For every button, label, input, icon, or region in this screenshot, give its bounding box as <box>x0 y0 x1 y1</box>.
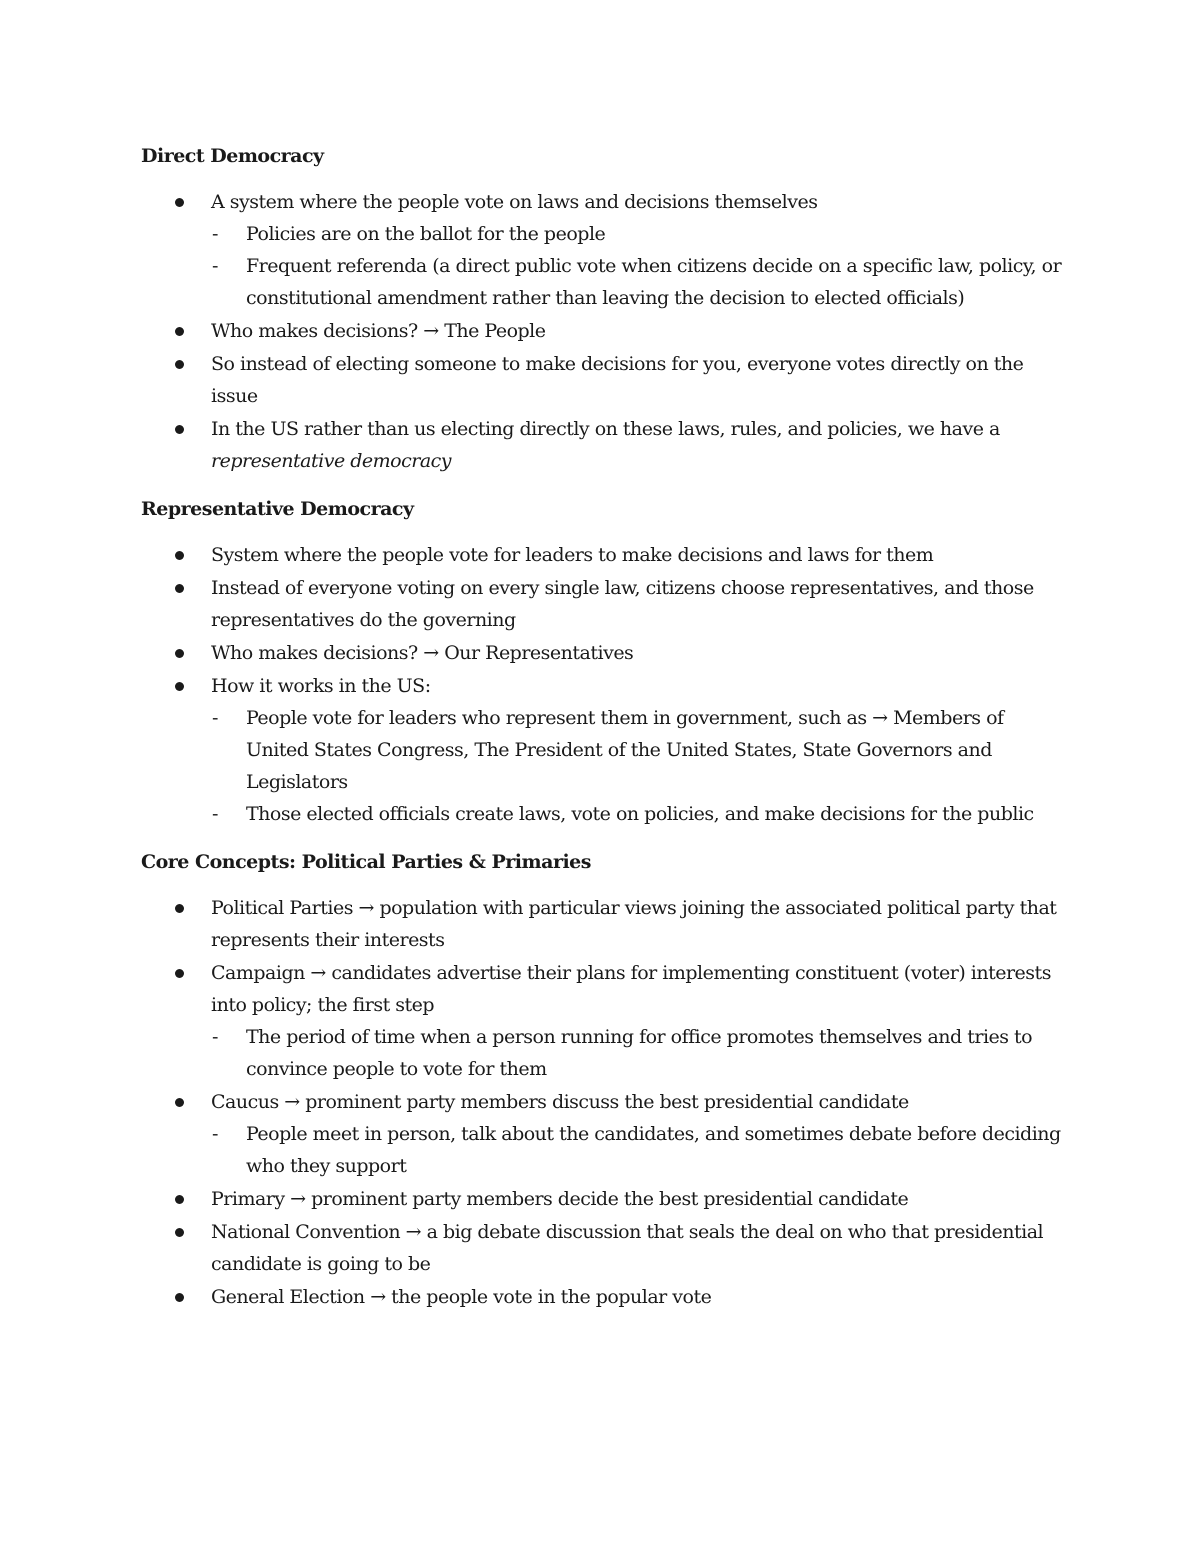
dash-icon: - <box>212 223 218 245</box>
list-item <box>141 892 1071 956</box>
bullet-icon <box>175 969 184 978</box>
list-item-text: Primary → prominent party members decide the best presidential candidate <box>211 1188 909 1210</box>
bullet-icon <box>175 1195 184 1204</box>
bullet-icon <box>175 649 184 658</box>
dash-icon: - <box>212 255 218 277</box>
section-core-concepts <box>141 846 1071 1313</box>
section-heading: Core Concepts: Political Parties & Primaries <box>141 851 591 873</box>
section-direct-democracy <box>141 140 1071 477</box>
section-representative-democracy <box>141 493 1071 830</box>
list-item <box>141 1183 1071 1215</box>
list-item <box>141 957 1071 1085</box>
sub-list-item-text: Those elected officials create laws, vote on policies, and make decisions for the public <box>246 803 1034 825</box>
list-item <box>141 348 1071 412</box>
bullet-icon <box>175 904 184 913</box>
list-item-text: Political Parties → population with particular views joining the associated political party that represents their interests <box>211 897 1057 951</box>
list-item-text: National Convention → a big debate discussion that seals the deal on who that presidential candidate is going to be <box>211 1221 1044 1275</box>
bullet-list <box>141 892 1071 1313</box>
section-heading: Representative Democracy <box>141 498 414 520</box>
sub-list-item-text: Policies are on the ballot for the people <box>246 223 606 245</box>
bullet-list <box>141 539 1071 830</box>
list-item-text: Who makes decisions? → The People <box>211 320 546 342</box>
sub-list-item <box>211 1118 1071 1182</box>
list-item <box>141 315 1071 347</box>
sub-list <box>211 1118 1071 1182</box>
list-item-text: In the US rather than us electing directly on these laws, rules, and policies, we have a <box>211 418 1000 440</box>
sub-list-item <box>211 798 1071 830</box>
bullet-icon <box>175 1098 184 1107</box>
bullet-icon <box>175 1293 184 1302</box>
list-item-text: How it works in the US: <box>211 675 431 697</box>
list-item <box>141 637 1071 669</box>
dash-icon: - <box>212 803 218 825</box>
list-item-text: Instead of everyone voting on every single law, citizens choose representatives, and those representatives do the governing <box>211 577 1034 631</box>
list-item <box>141 186 1071 314</box>
bullet-icon <box>175 360 184 369</box>
sub-list <box>211 702 1071 830</box>
italic-term: representative democracy <box>211 450 452 472</box>
sub-list-item-text: The period of time when a person running for office promotes themselves and tries to convince people to vote for them <box>246 1026 1033 1080</box>
dash-icon: - <box>212 1123 218 1145</box>
bullet-icon <box>175 425 184 434</box>
list-item-text: A system where the people vote on laws and decisions themselves <box>211 191 818 213</box>
bullet-icon <box>175 1228 184 1237</box>
bullet-icon <box>175 327 184 336</box>
list-item-text: System where the people vote for leaders to make decisions and laws for them <box>211 544 934 566</box>
document-page <box>141 140 1071 1329</box>
section-heading: Direct Democracy <box>141 145 324 167</box>
list-item <box>141 1281 1071 1313</box>
list-item <box>141 539 1071 571</box>
bullet-icon <box>175 682 184 691</box>
dash-icon: - <box>212 1026 218 1048</box>
list-item-text: So instead of electing someone to make decisions for you, everyone votes directly on the issue <box>211 353 1024 407</box>
list-item <box>141 670 1071 830</box>
sub-list-item-text: Frequent referenda (a direct public vote when citizens decide on a specific law, policy, or constitutional amendment rather than leaving the decision to elected officials) <box>246 255 1062 309</box>
sub-list <box>211 218 1071 314</box>
sub-list-item-text: People vote for leaders who represent them in government, such as → Members of United States Congress, The President of the United States, State Governors and Legislators <box>246 707 1004 793</box>
list-item <box>141 572 1071 636</box>
list-item <box>141 1216 1071 1280</box>
sub-list-item <box>211 218 1071 250</box>
dash-icon: - <box>212 707 218 729</box>
bullet-list <box>141 186 1071 477</box>
list-item <box>141 1086 1071 1182</box>
bullet-icon <box>175 584 184 593</box>
sub-list-item-text: People meet in person, talk about the candidates, and sometimes debate before deciding who they support <box>246 1123 1061 1177</box>
list-item-text: Who makes decisions? → Our Representatives <box>211 642 634 664</box>
list-item-text: Caucus → prominent party members discuss the best presidential candidate <box>211 1091 909 1113</box>
sub-list-item <box>211 250 1071 314</box>
list-item-text: Campaign → candidates advertise their plans for implementing constituent (voter) interests into policy; the first step <box>211 962 1051 1016</box>
list-item-text: General Election → the people vote in the popular vote <box>211 1286 712 1308</box>
sub-list <box>211 1021 1071 1085</box>
list-item <box>141 413 1071 477</box>
bullet-icon <box>175 198 184 207</box>
sub-list-item <box>211 702 1071 798</box>
bullet-icon <box>175 551 184 560</box>
sub-list-item <box>211 1021 1071 1085</box>
